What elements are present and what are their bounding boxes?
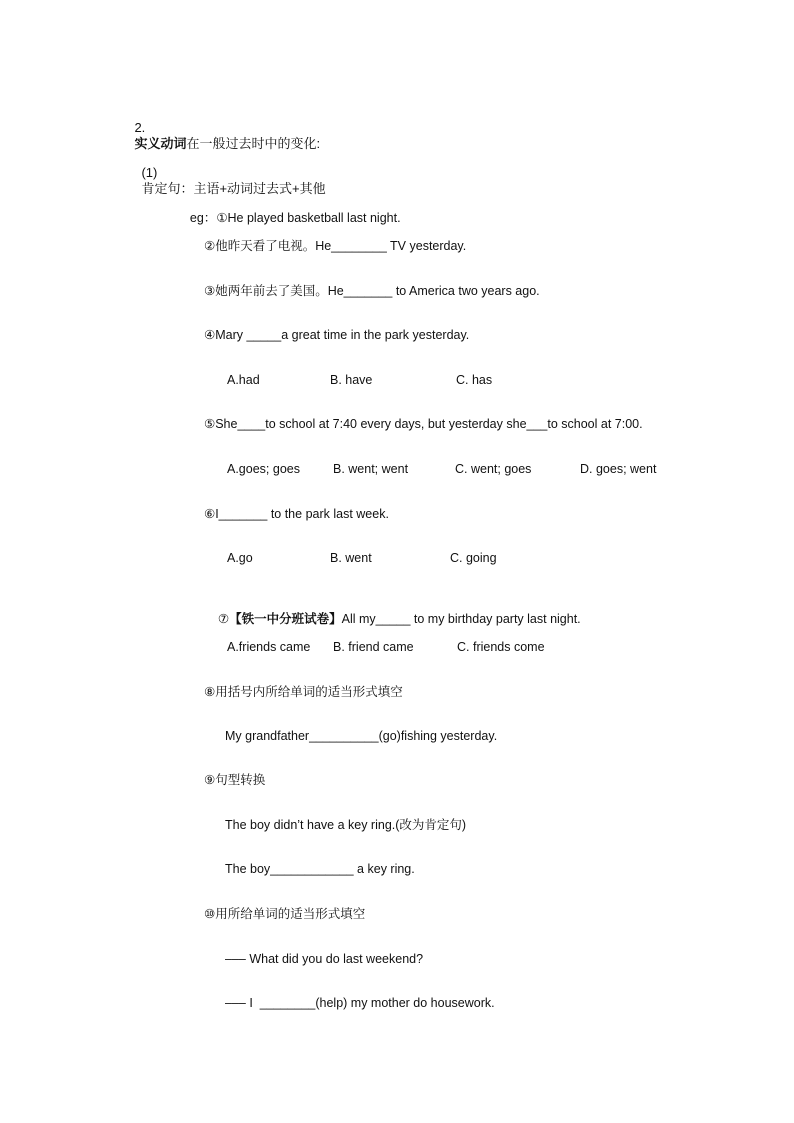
example-1-text: ①He played basketball last night. xyxy=(216,211,401,225)
example-7 xyxy=(204,595,581,643)
section-number: 2. xyxy=(134,120,146,135)
example-9-sentence-2: The boy____________ a key ring. xyxy=(225,862,415,876)
example-10-line-2: ––– I ________(help) my mother do housework. xyxy=(225,996,495,1010)
example-10-line-1: ––– What did you do last weekend? xyxy=(225,952,424,966)
section-heading-rest: 在一般过去时中的变化: xyxy=(186,136,321,151)
q5-option-b: B. went; went xyxy=(333,462,409,476)
example-1 xyxy=(176,194,401,242)
q7-option-c: C. friends come xyxy=(457,640,545,654)
example-8: ⑧用括号内所给单词的适当形式填空 xyxy=(204,685,403,699)
eg-label: eg： xyxy=(189,211,217,225)
example-4: ④Mary _____a great time in the park yesterday. xyxy=(204,328,470,342)
q7-option-a: A.friends came xyxy=(227,640,311,654)
q6-option-c: C. going xyxy=(450,551,497,565)
example-3: ③她两年前去了美国。He_______ to America two years ago. xyxy=(204,284,540,298)
q5-option-d: D. goes; went xyxy=(580,462,657,476)
subsection-text: 肯定句：主语+动词过去式+其他 xyxy=(141,181,326,196)
example-6: ⑥I_______ to the park last week. xyxy=(204,507,389,521)
example-5: ⑤She____to school at 7:40 every days, but yesterday she___to school at 7:00. xyxy=(204,417,643,431)
example-7-text: All my_____ to my birthday party last night. xyxy=(341,612,581,626)
q4-option-c: C. has xyxy=(456,373,493,387)
example-2: ②他昨天看了电视。He________ TV yesterday. xyxy=(204,239,467,253)
q4-option-b: B. have xyxy=(330,373,373,387)
q6-option-a: A.go xyxy=(227,551,253,565)
example-7-number: ⑦ xyxy=(217,612,230,626)
q6-option-b: B. went xyxy=(330,551,372,565)
example-10: ⑩用所给单词的适当形式填空 xyxy=(204,907,366,921)
q7-option-b: B. friend came xyxy=(333,640,414,654)
q4-option-a: A.had xyxy=(227,373,260,387)
example-9: ⑨句型转换 xyxy=(204,773,266,787)
subsection-label: (1) xyxy=(141,165,158,180)
q5-option-c: C. went; goes xyxy=(455,462,532,476)
section-heading-bold: 实义动词 xyxy=(134,136,187,151)
example-9-sentence-1: The boy didn’t have a key ring.(改为肯定句) xyxy=(225,818,467,832)
example-8-sentence: My grandfather__________(go)fishing yesterday. xyxy=(225,729,498,743)
q5-option-a: A.goes; goes xyxy=(227,462,300,476)
example-7-source: 【铁一中分班试卷】 xyxy=(229,612,342,626)
